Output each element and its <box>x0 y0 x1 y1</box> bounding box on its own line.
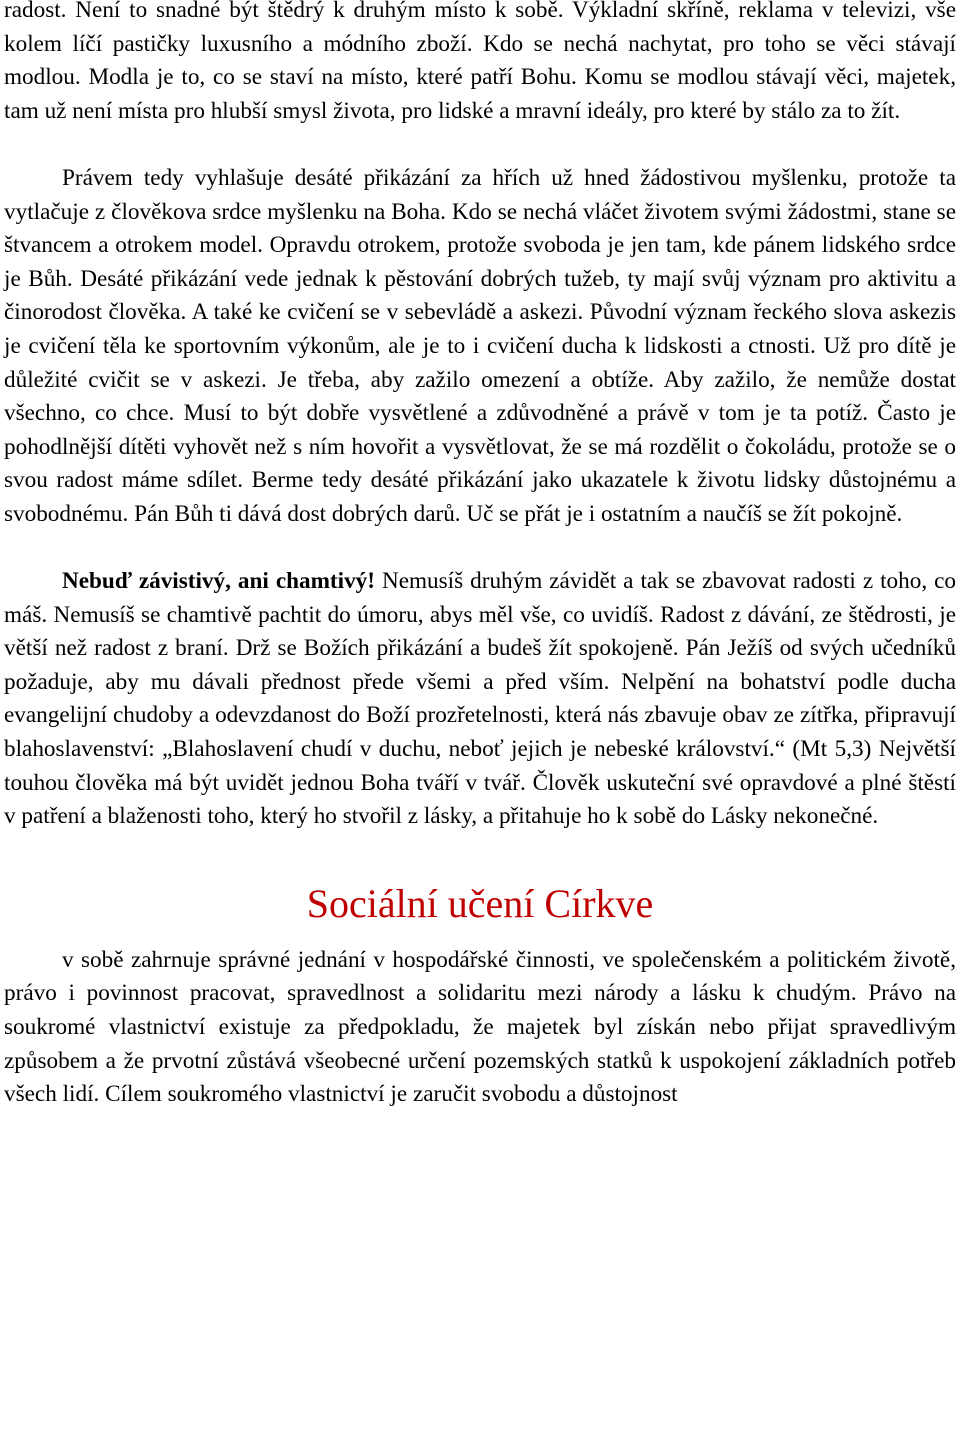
section-heading: Sociální učení Církve <box>306 880 654 926</box>
paragraph-3 <box>4 565 956 834</box>
paragraph-3-lead: Nebuď závistivý, ani chamtivý! <box>62 568 375 595</box>
paragraph-3-body: Nemusíš druhým závidět a tak se zbavovat radosti z toho, co máš. Nemusíš se chamtivě pachtit do úmoru, abys měl vše, co uvidíš. Radost z dávání, ze štědrosti, je větší než radost z braní. Drž se Božích přikázání a budeš žít spokojeně. Pán Ježíš od svých učedníků požaduje, aby mu dávali přednost přede všemi a před vším. Nelpění na bohatství podle ducha evangelijní chudoby a odevzdanost do Boží prozřetelnosti, která nás zbavuje obav ze zítřka, připravují blahoslavenství: „Blahoslavení chudí v duchu, neboť jejich je nebeské království.“ (Mt 5,3) Největší touhou člověka má být uvidět jednou Boha tváří v tvář. Člověk uskuteční své opravdové a plné štěstí v patření a blaženosti toho, který ho stvořil z lásky, a přitahuje ho k sobě do Lásky nekonečné. <box>4 568 957 830</box>
paragraph-1: radost. Není to snadné být štědrý k druhým místo k sobě. Výkladní skříně, reklama v televizi, vše kolem líčí pastičky luxusního a módního zboží. Kdo se nechá nachytat, pro toho se věci stávají modlou. Modla je to, co se staví na místo, které patří Bohu. Komu se modlou stávají věci, majetek, tam už není místa pro hlubší smysl života, pro lidské a mravní ideály, pro které by stálo za to žít. <box>4 0 956 124</box>
paragraph-2: Právem tedy vyhlašuje desáté přikázání za hřích už hned žádostivou myšlenku, protože ta vytlačuje z člověkova srdce myšlenku na Boha. Kdo se nechá vláčet životem svými žádostmi, stane se štvancem a otrokem model. Opravdu otrokem, protože svoboda je jen tam, kde pánem lidského srdce je Bůh. Desáté přikázání vede jednak k pěstování dobrých tužeb, ty mají svůj význam pro aktivitu a činorodost člověka. A také ke cvičení se v sebevládě a askezi. Původní význam řeckého slova askezis je cvičení těla ke sportovním výkonům, ale je to i cvičení ducha k lidskosti a ctnosti. Už pro dítě je důležité cvičit se v askezi. Je třeba, aby zažilo omezení a obtíže. Aby zažilo, že nemůže dostat všechno, co chce. Musí to být dobře vysvětlené a zdůvodněné a právě v tom je ta potíž. Často je pohodlnější dítěti vyhovět než s ním hovořit a vysvětlovat, že se má rozdělit o čokoládu, protože se o svou radost máme sdílet. Berme tedy desáté přikázání jako ukazatele k životu lidsky důstojnému a svobodnému. Pán Bůh ti dává dost dobrých darů. Uč se přát je i ostatním a naučíš se žít pokojně. <box>4 164 956 527</box>
paragraph-4: v sobě zahrnuje správné jednání v hospodářské činnosti, ve společenském a politickém životě, právo i povinnost pracovat, spravedlnost a solidaritu mezi národy a lásku k chudým. Právo na soukromé vlastnictví existuje za předpokladu, že majetek byl získán nebo přijat spravedlivým způsobem a že prvotní zůstává všeobecné určení pozemských statků k uspokojení základních potřeb všech lidí. Cílem soukromého vlastnictví je zaručit svobodu a důstojnost <box>4 946 956 1108</box>
